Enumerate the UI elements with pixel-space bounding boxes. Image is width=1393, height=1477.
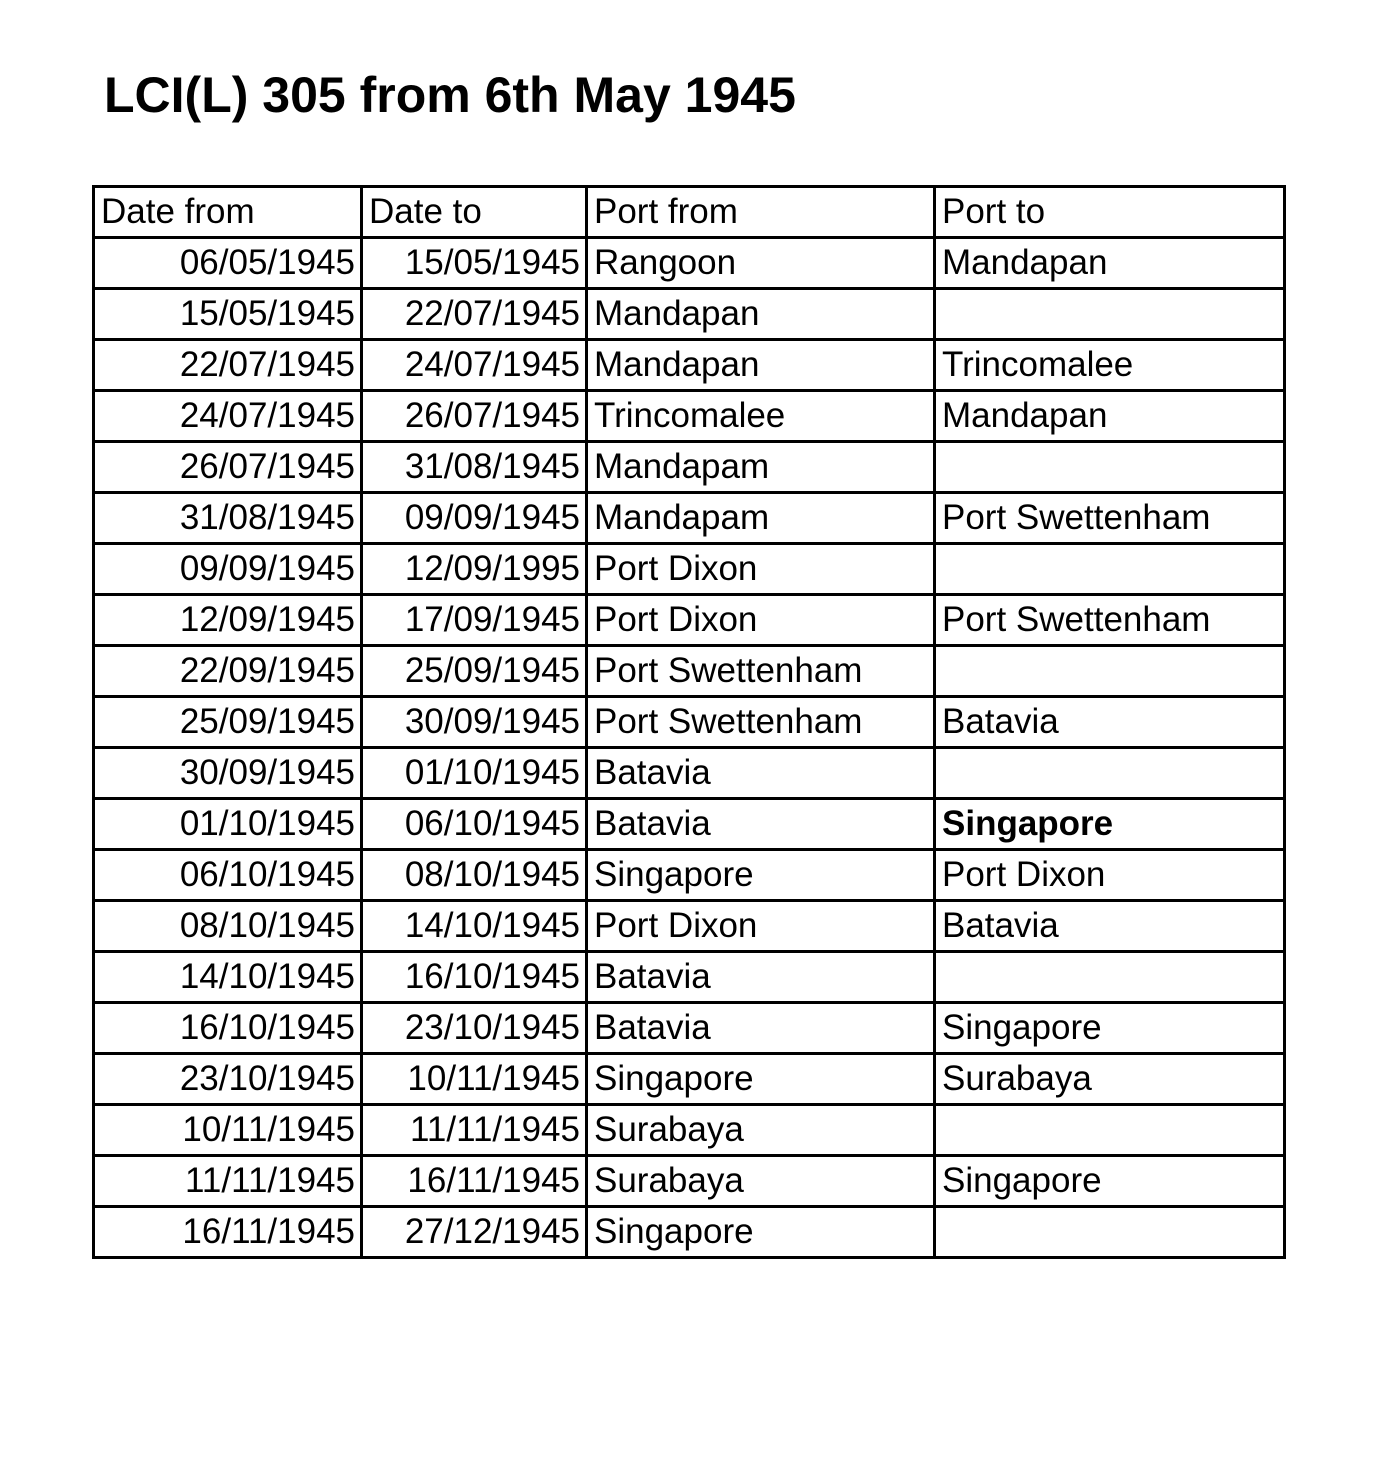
cell-port-to: Singapore xyxy=(935,799,1285,850)
cell-port-from: Mandapam xyxy=(587,442,935,493)
cell-port-from: Surabaya xyxy=(587,1156,935,1207)
table-row xyxy=(94,1054,1285,1105)
table-row xyxy=(94,646,1285,697)
cell-port-from: Rangoon xyxy=(587,238,935,289)
cell-port-to: Mandapan xyxy=(935,238,1285,289)
cell-date-to: 10/11/1945 xyxy=(362,1054,587,1105)
cell-date-to: 23/10/1945 xyxy=(362,1003,587,1054)
cell-port-to: Port Swettenham xyxy=(935,493,1285,544)
table-row xyxy=(94,289,1285,340)
header-date-from: Date from xyxy=(94,187,362,238)
cell-date-to: 09/09/1945 xyxy=(362,493,587,544)
cell-port-from: Port Swettenham xyxy=(587,697,935,748)
header-port-from: Port from xyxy=(587,187,935,238)
cell-date-from: 22/09/1945 xyxy=(94,646,362,697)
cell-port-from: Port Dixon xyxy=(587,544,935,595)
table-row xyxy=(94,391,1285,442)
cell-port-to xyxy=(935,646,1285,697)
cell-date-to: 16/10/1945 xyxy=(362,952,587,1003)
page-title: LCI(L) 305 from 6th May 1945 xyxy=(104,67,796,123)
cell-date-to: 14/10/1945 xyxy=(362,901,587,952)
cell-port-to: Batavia xyxy=(935,901,1285,952)
cell-port-from: Singapore xyxy=(587,1207,935,1258)
voyage-table xyxy=(92,185,1286,1259)
table-row xyxy=(94,1105,1285,1156)
cell-date-from: 16/10/1945 xyxy=(94,1003,362,1054)
cell-date-from: 16/11/1945 xyxy=(94,1207,362,1258)
cell-port-to xyxy=(935,544,1285,595)
cell-date-to: 26/07/1945 xyxy=(362,391,587,442)
cell-port-from: Port Dixon xyxy=(587,901,935,952)
table-row xyxy=(94,340,1285,391)
table-row xyxy=(94,748,1285,799)
cell-port-from: Port Swettenham xyxy=(587,646,935,697)
table-row xyxy=(94,493,1285,544)
cell-port-to: Trincomalee xyxy=(935,340,1285,391)
cell-date-to: 15/05/1945 xyxy=(362,238,587,289)
cell-date-to: 31/08/1945 xyxy=(362,442,587,493)
cell-date-from: 08/10/1945 xyxy=(94,901,362,952)
table-row xyxy=(94,1003,1285,1054)
cell-date-to: 06/10/1945 xyxy=(362,799,587,850)
cell-port-from: Batavia xyxy=(587,799,935,850)
cell-port-to: Singapore xyxy=(935,1156,1285,1207)
cell-date-to: 27/12/1945 xyxy=(362,1207,587,1258)
cell-date-from: 06/10/1945 xyxy=(94,850,362,901)
cell-port-from: Surabaya xyxy=(587,1105,935,1156)
cell-port-from: Batavia xyxy=(587,952,935,1003)
table-body xyxy=(94,187,1285,1258)
table-row xyxy=(94,238,1285,289)
cell-date-from: 26/07/1945 xyxy=(94,442,362,493)
table-row xyxy=(94,1207,1285,1258)
table-row xyxy=(94,799,1285,850)
cell-date-to: 16/11/1945 xyxy=(362,1156,587,1207)
cell-date-to: 17/09/1945 xyxy=(362,595,587,646)
cell-date-to: 01/10/1945 xyxy=(362,748,587,799)
cell-port-to: Mandapan xyxy=(935,391,1285,442)
cell-port-to: Batavia xyxy=(935,697,1285,748)
cell-port-from: Trincomalee xyxy=(587,391,935,442)
cell-port-to xyxy=(935,289,1285,340)
table-row xyxy=(94,697,1285,748)
table-row xyxy=(94,850,1285,901)
cell-port-to: Surabaya xyxy=(935,1054,1285,1105)
cell-date-from: 23/10/1945 xyxy=(94,1054,362,1105)
cell-date-to: 22/07/1945 xyxy=(362,289,587,340)
cell-date-to: 11/11/1945 xyxy=(362,1105,587,1156)
cell-port-from: Singapore xyxy=(587,1054,935,1105)
cell-port-from: Port Dixon xyxy=(587,595,935,646)
cell-date-from: 12/09/1945 xyxy=(94,595,362,646)
cell-port-from: Mandapan xyxy=(587,289,935,340)
cell-date-from: 25/09/1945 xyxy=(94,697,362,748)
cell-port-from: Batavia xyxy=(587,1003,935,1054)
cell-date-to: 12/09/1995 xyxy=(362,544,587,595)
cell-port-from: Singapore xyxy=(587,850,935,901)
table-row xyxy=(94,442,1285,493)
cell-date-from: 30/09/1945 xyxy=(94,748,362,799)
header-port-to: Port to xyxy=(935,187,1285,238)
cell-date-from: 24/07/1945 xyxy=(94,391,362,442)
table-row xyxy=(94,544,1285,595)
cell-date-from: 11/11/1945 xyxy=(94,1156,362,1207)
header-date-to: Date to xyxy=(362,187,587,238)
cell-date-from: 22/07/1945 xyxy=(94,340,362,391)
cell-date-to: 08/10/1945 xyxy=(362,850,587,901)
cell-date-from: 31/08/1945 xyxy=(94,493,362,544)
cell-port-to: Singapore xyxy=(935,1003,1285,1054)
cell-port-from: Batavia xyxy=(587,748,935,799)
cell-date-from: 15/05/1945 xyxy=(94,289,362,340)
cell-port-to xyxy=(935,748,1285,799)
table-row xyxy=(94,595,1285,646)
cell-date-from: 01/10/1945 xyxy=(94,799,362,850)
cell-date-from: 14/10/1945 xyxy=(94,952,362,1003)
cell-port-to xyxy=(935,952,1285,1003)
cell-date-to: 24/07/1945 xyxy=(362,340,587,391)
cell-port-to xyxy=(935,442,1285,493)
cell-date-to: 25/09/1945 xyxy=(362,646,587,697)
cell-date-from: 06/05/1945 xyxy=(94,238,362,289)
cell-port-to xyxy=(935,1105,1285,1156)
cell-date-to: 30/09/1945 xyxy=(362,697,587,748)
cell-port-from: Mandapam xyxy=(587,493,935,544)
header-row xyxy=(94,187,1285,238)
table-row xyxy=(94,1156,1285,1207)
cell-port-to xyxy=(935,1207,1285,1258)
table-row xyxy=(94,952,1285,1003)
cell-date-from: 09/09/1945 xyxy=(94,544,362,595)
cell-port-from: Mandapan xyxy=(587,340,935,391)
cell-port-to: Port Swettenham xyxy=(935,595,1285,646)
table-row xyxy=(94,901,1285,952)
cell-port-to: Port Dixon xyxy=(935,850,1285,901)
cell-date-from: 10/11/1945 xyxy=(94,1105,362,1156)
